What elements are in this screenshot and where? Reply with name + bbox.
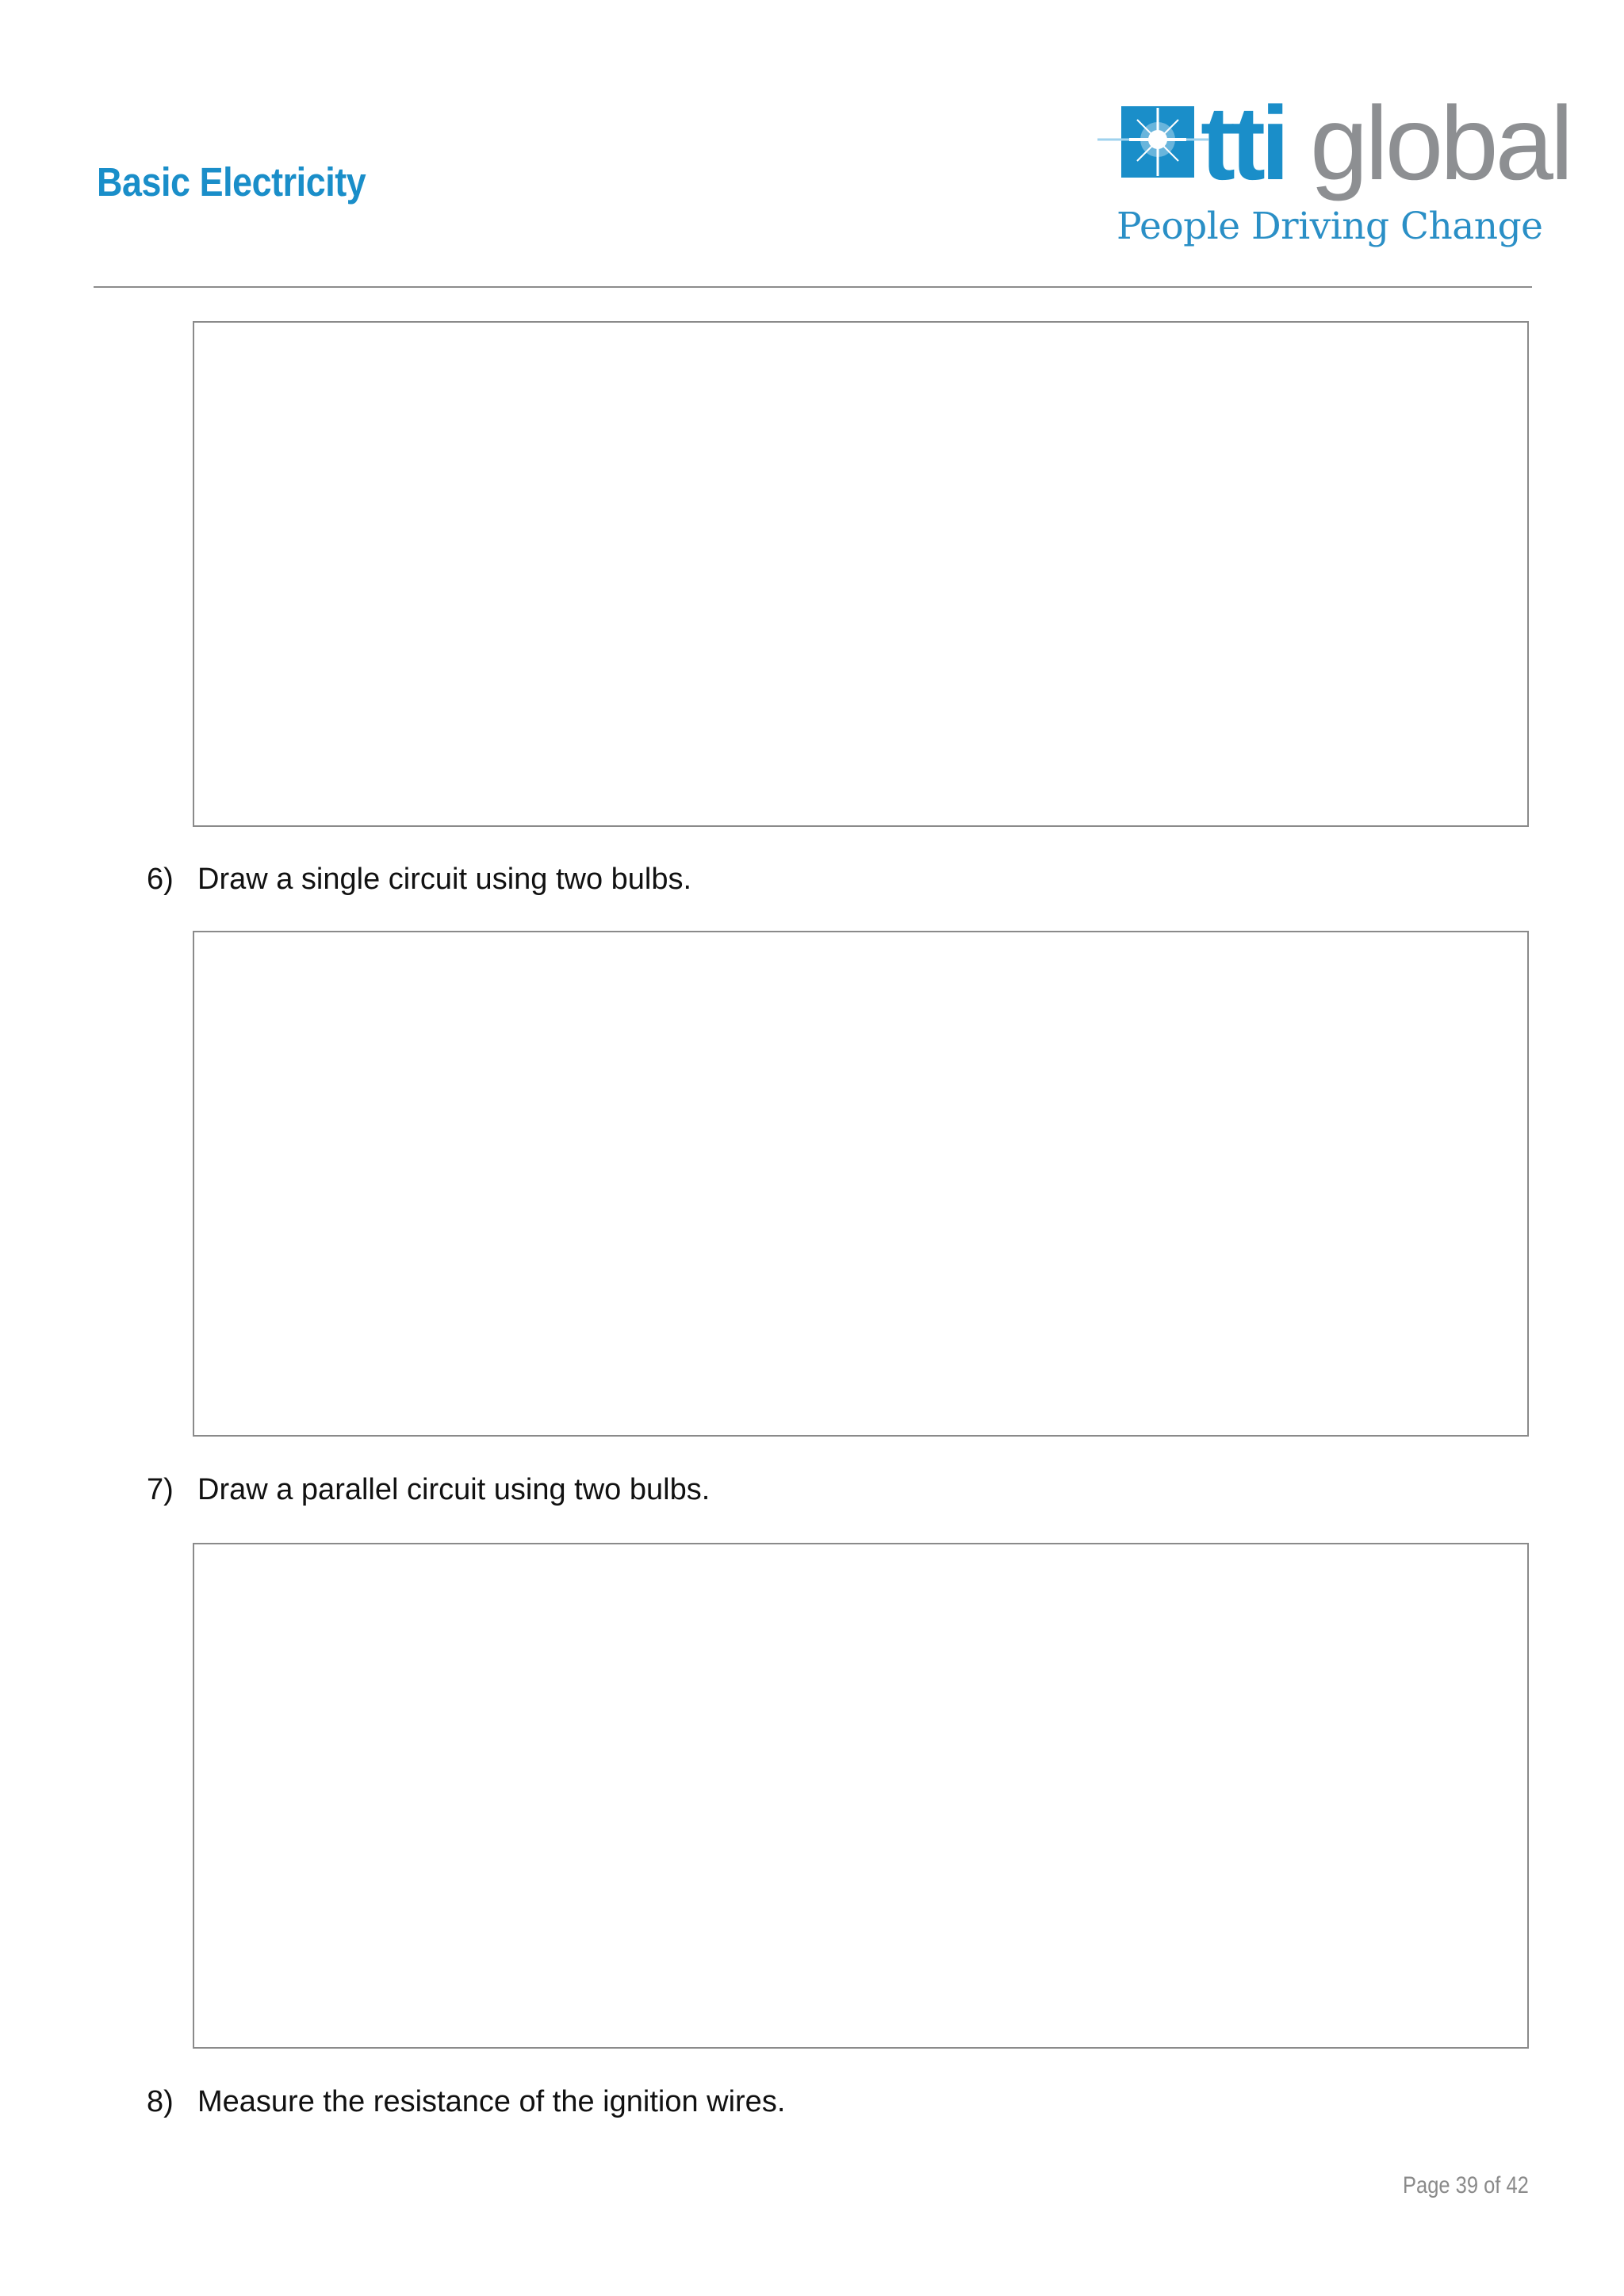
question-number: 8): [147, 2085, 174, 2118]
answer-box-6[interactable]: [193, 931, 1529, 1437]
answer-box-7[interactable]: [193, 1543, 1529, 2049]
question-text: Draw a parallel circuit using two bulbs.: [197, 1473, 710, 1506]
header-divider: [94, 286, 1532, 288]
page-number: Page 39 of 42: [1403, 2172, 1529, 2198]
question-6: [147, 863, 691, 897]
question-text: Draw a single circuit using two bulbs.: [197, 863, 692, 896]
question-number: 7): [147, 1473, 174, 1506]
starburst-icon: [1097, 84, 1208, 203]
logo-wordmark-global: global: [1310, 85, 1571, 201]
document-title: Basic Electricity: [97, 159, 366, 205]
question-8: [147, 2085, 785, 2119]
logo-tagline: People Driving Change: [1116, 205, 1543, 248]
logo-wordmark-tti: tti: [1201, 85, 1285, 201]
question-7: [147, 1473, 710, 1507]
answer-box-5[interactable]: [193, 321, 1529, 827]
question-text: Measure the resistance of the ignition wires.: [197, 2085, 786, 2118]
company-logo: [1097, 84, 1571, 258]
question-number: 6): [147, 863, 174, 896]
